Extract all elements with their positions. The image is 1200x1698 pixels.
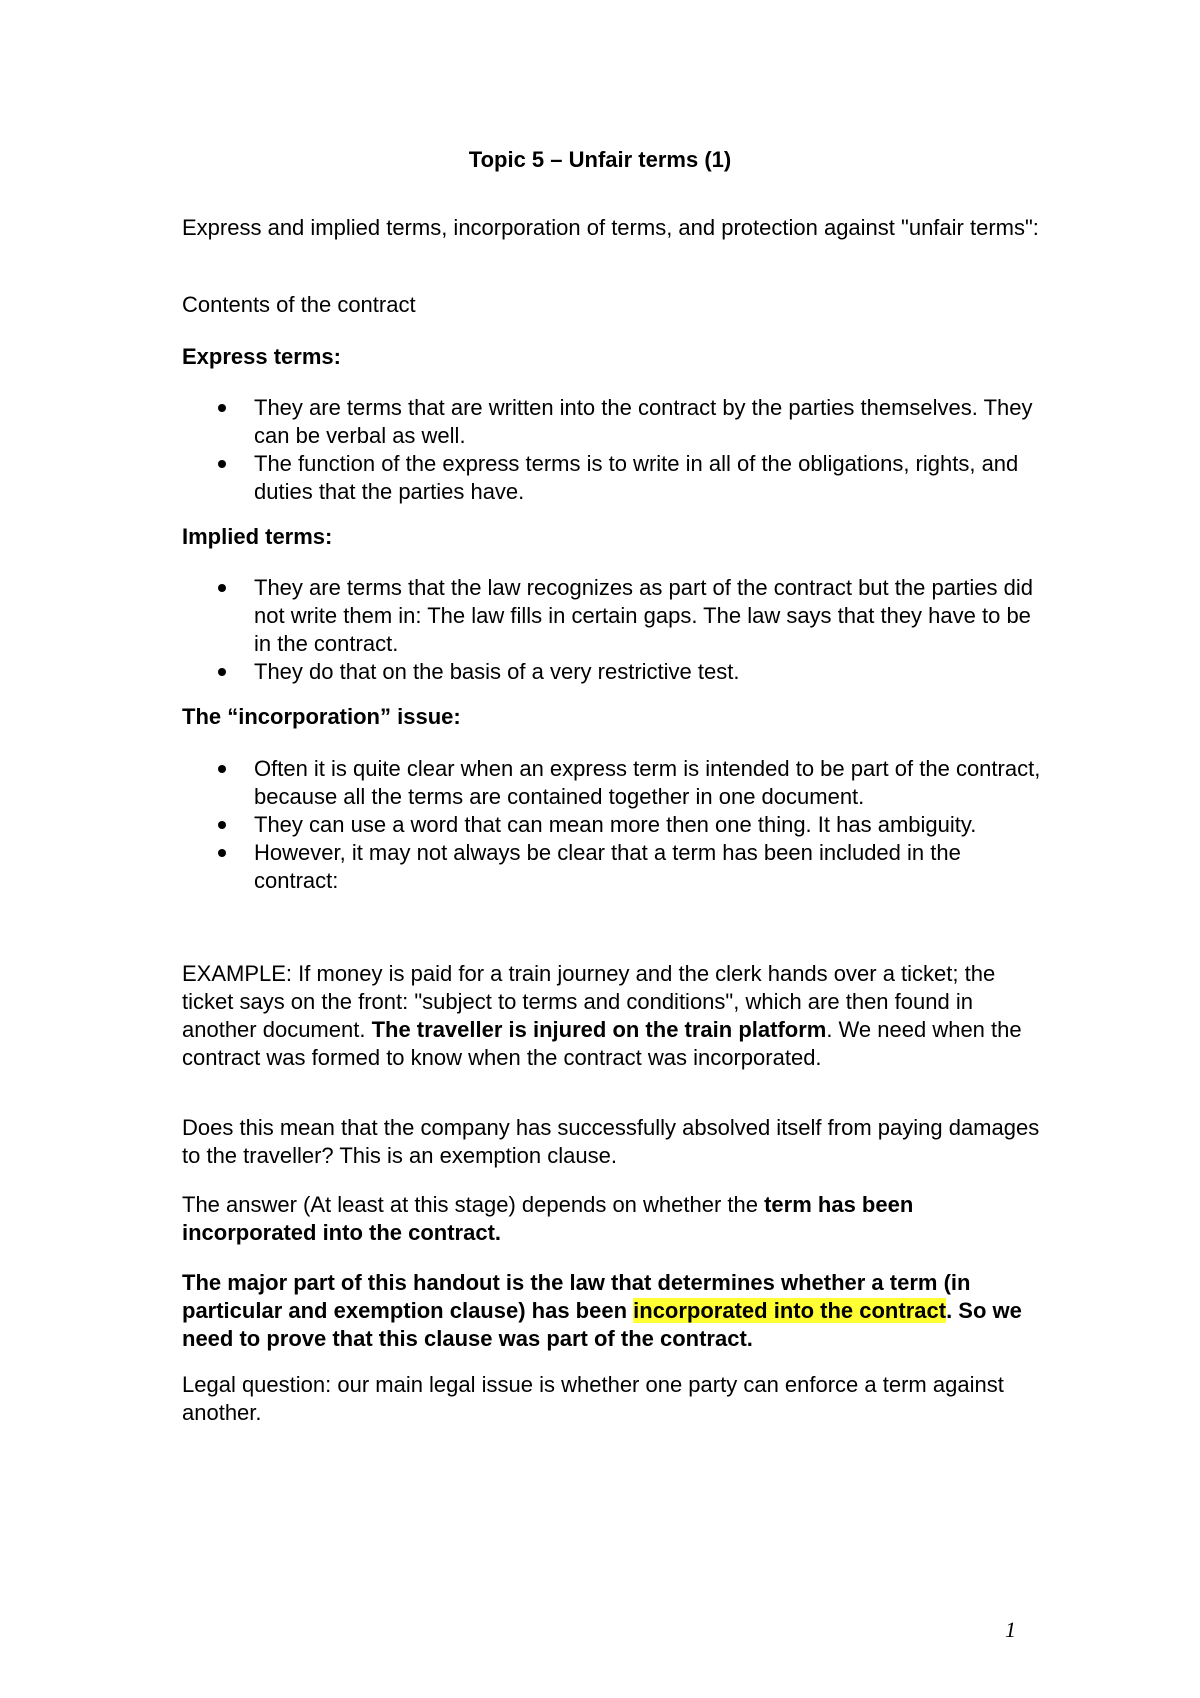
bullet-icon bbox=[218, 404, 226, 412]
list-item bbox=[182, 574, 1042, 658]
example-paragraph bbox=[182, 960, 1042, 1072]
incorporation-heading: The “incorporation” issue: bbox=[182, 704, 461, 729]
list-item bbox=[182, 755, 1042, 811]
example-text-end: . We need when the contract was formed to know when the contract was incorporated. bbox=[182, 1017, 1022, 1070]
express-terms-heading: Express terms: bbox=[182, 344, 341, 369]
bullet-icon bbox=[218, 849, 226, 857]
list-item bbox=[182, 450, 1042, 506]
answer-text: The answer (At least at this stage) depends on whether the bbox=[182, 1192, 765, 1217]
list-item-text: However, it may not always be clear that a term has been included in the contract: bbox=[254, 840, 961, 893]
intro-paragraph: Express and implied terms, incorporation of terms, and protection against "unfair terms": bbox=[182, 215, 1039, 240]
legal-question-paragraph: Legal question: our main legal issue is whether one party can enforce a term against another. bbox=[182, 1372, 1004, 1425]
major-text: The major part of this handout is the law that determines whether a term (in particular and exemption clause) has been bbox=[182, 1270, 971, 1323]
list-item-text: They are terms that are written into the contract by the parties themselves. They can be verbal as well. bbox=[254, 395, 1033, 448]
contents-line: Contents of the contract bbox=[182, 292, 416, 317]
list-item-text: They can use a word that can mean more then one thing. It has ambiguity. bbox=[254, 812, 977, 837]
implied-terms-heading: Implied terms: bbox=[182, 524, 333, 549]
list-item-text: The function of the express terms is to write in all of the obligations, rights, and duties that the parties have. bbox=[254, 451, 1019, 504]
major-text-end: . So we need to prove that this clause was part of the contract. bbox=[182, 1298, 1022, 1351]
answer-bold-text: term has been incorporated into the contract. bbox=[182, 1192, 914, 1245]
example-text: EXAMPLE: If money is paid for a train journey and the clerk hands over a ticket; the ticket says on the front: "subject to terms and conditions", which are then found in another document. bbox=[182, 961, 996, 1042]
list-item bbox=[182, 658, 1042, 686]
list-item-text: They do that on the basis of a very restrictive test. bbox=[254, 659, 740, 684]
highlighted-text: incorporated into the contract bbox=[633, 1298, 947, 1323]
example-bold-text: The traveller is injured on the train platform bbox=[371, 1017, 827, 1042]
bullet-icon bbox=[218, 765, 226, 773]
bullet-icon bbox=[218, 668, 226, 676]
bullet-icon bbox=[218, 460, 226, 468]
list-item-text: They are terms that the law recognizes as part of the contract but the parties did not write them in: The law fills in certain gaps. The law says that they have to be in the contract. bbox=[254, 575, 1033, 656]
incorporation-list bbox=[182, 755, 1042, 895]
list-item bbox=[182, 394, 1042, 450]
page-number: 1 bbox=[1005, 1617, 1016, 1642]
major-paragraph bbox=[182, 1269, 1042, 1353]
express-terms-list bbox=[182, 394, 1042, 506]
question-paragraph: Does this mean that the company has successfully absolved itself from paying damages to the traveller? This is an exemption clause. bbox=[182, 1115, 1040, 1168]
list-item bbox=[182, 839, 1042, 895]
bullet-icon bbox=[218, 584, 226, 592]
page-title: Topic 5 – Unfair terms (1) bbox=[468, 147, 732, 172]
implied-terms-list bbox=[182, 574, 1042, 686]
list-item bbox=[182, 811, 1042, 839]
bullet-icon bbox=[218, 821, 226, 829]
list-item-text: Often it is quite clear when an express term is intended to be part of the contract, because all the terms are contained together in one document. bbox=[254, 756, 1041, 809]
answer-paragraph bbox=[182, 1191, 1042, 1247]
